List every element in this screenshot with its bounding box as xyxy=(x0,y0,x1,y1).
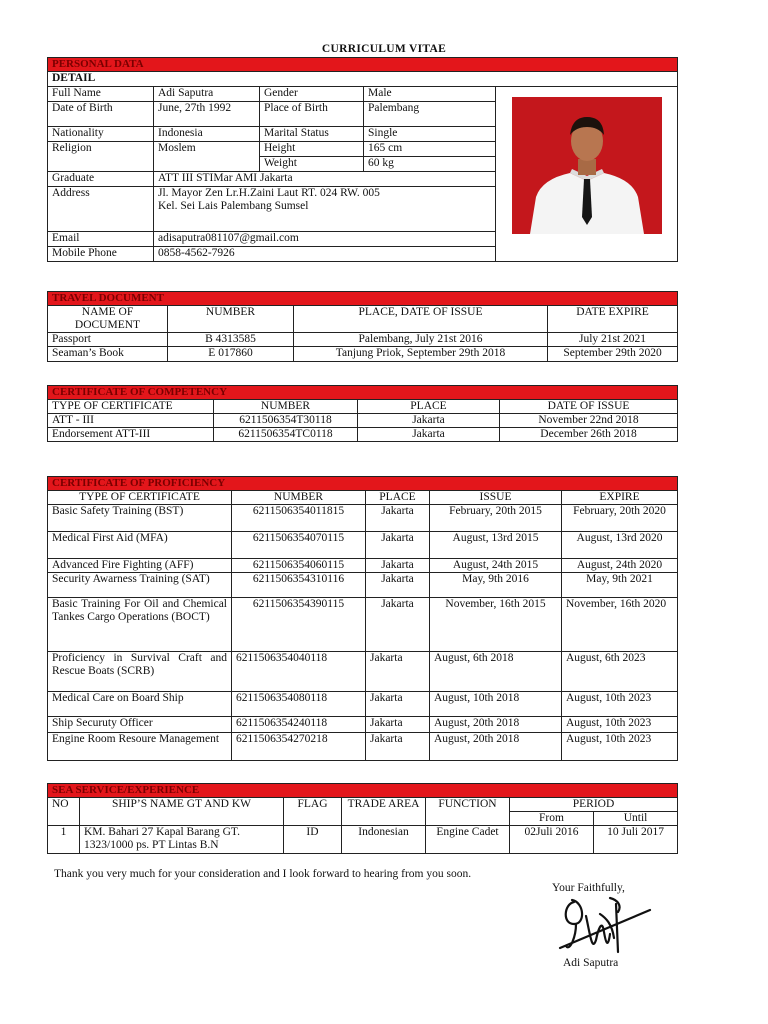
address-line-2: Kel. Sei Lais Palembang Sumsel xyxy=(158,199,309,212)
email-value[interactable]: adisaputra081107@gmail.com xyxy=(154,231,496,246)
cop-cell: Jakarta xyxy=(366,692,430,717)
sea-service-table xyxy=(47,783,678,854)
gender-label: Gender xyxy=(260,86,364,101)
coc-cell: November 22nd 2018 xyxy=(500,413,678,427)
nationality-label: Nationality xyxy=(48,126,154,141)
nationality-value: Indonesia xyxy=(154,126,260,141)
cop-cell: August, 20th 2018 xyxy=(430,717,562,733)
cop-cell: Jakarta xyxy=(366,598,430,652)
height-value: 165 cm xyxy=(364,141,496,156)
height-label: Height xyxy=(260,141,364,156)
cop-cell: 6211506354011815 xyxy=(232,504,366,531)
marital-value: Single xyxy=(364,126,496,141)
cop-cell: Jakarta xyxy=(366,558,430,572)
email-label: Email xyxy=(48,231,154,246)
cop-cell: 6211506354240118 xyxy=(232,717,366,733)
sea-cell: Indonesian xyxy=(342,826,426,854)
cop-cell: May, 9th 2016 xyxy=(430,573,562,598)
graduate-label: Graduate xyxy=(48,171,154,186)
pob-value: Palembang xyxy=(364,101,496,126)
table-row xyxy=(48,333,678,347)
profile-photo xyxy=(512,97,662,234)
travel-cell: B 4313585 xyxy=(168,333,294,347)
cop-cell: August, 10th 2023 xyxy=(562,717,678,733)
travel-col-expire: DATE EXPIRE xyxy=(548,305,678,332)
cop-cell: August, 6th 2023 xyxy=(562,652,678,692)
coc-col-place: PLACE xyxy=(358,399,500,413)
cop-cell: August, 6th 2018 xyxy=(430,652,562,692)
religion-label: Religion xyxy=(48,141,154,171)
personal-data-header: PERSONAL DATA xyxy=(48,58,678,72)
cop-cell: Engine Room Resoure Management xyxy=(48,733,232,761)
page-title: CURRICULUM VITAE xyxy=(321,43,447,55)
travel-cell: July 21st 2021 xyxy=(548,333,678,347)
cop-cell: Jakarta xyxy=(366,717,430,733)
graduate-value: ATT III STIMar AMI Jakarta xyxy=(154,171,496,186)
travel-document-table xyxy=(47,291,678,362)
coc-cell: Endorsement ATT-III xyxy=(48,428,214,442)
coc-col-type: TYPE OF CERTIFICATE xyxy=(48,399,214,413)
table-row xyxy=(48,347,678,361)
cop-cell: August, 13rd 2020 xyxy=(562,531,678,558)
cop-cell: November, 16th 2015 xyxy=(430,598,562,652)
photo-cell xyxy=(496,86,678,261)
coc-cell: December 26th 2018 xyxy=(500,428,678,442)
travel-cell: E 017860 xyxy=(168,347,294,361)
sea-col-until: Until xyxy=(594,811,678,825)
signature-icon xyxy=(556,894,656,958)
sea-cell: 10 Juli 2017 xyxy=(594,826,678,854)
cop-cell: 6211506354310116 xyxy=(232,573,366,598)
sea-cell: Engine Cadet xyxy=(426,826,510,854)
travel-document-header: TRAVEL DOCUMENT xyxy=(48,292,678,306)
cop-cell: Jakarta xyxy=(366,652,430,692)
coc-col-date: DATE OF ISSUE xyxy=(500,399,678,413)
sea-cell: 1 xyxy=(48,826,80,854)
table-row xyxy=(48,733,678,761)
pob-label: Place of Birth xyxy=(260,101,364,126)
cop-cell: Advanced Fire Fighting (AFF) xyxy=(48,558,232,572)
cop-cell: August, 10th 2023 xyxy=(562,692,678,717)
marital-label: Marital Status xyxy=(260,126,364,141)
sea-col-ship: SHIP’S NAME GT AND KW xyxy=(80,797,284,825)
travel-cell: Seaman’s Book xyxy=(48,347,168,361)
cop-cell: Medical Care on Board Ship xyxy=(48,692,232,717)
cop-cell: 6211506354070115 xyxy=(232,531,366,558)
travel-cell: Palembang, July 21st 2016 xyxy=(294,333,548,347)
travel-cell: Passport xyxy=(48,333,168,347)
cop-cell: Ship Securuty Officer xyxy=(48,717,232,733)
cop-cell: Proficiency in Survival Craft and Rescue Boats (SCRB) xyxy=(48,652,232,692)
detail-label: DETAIL xyxy=(48,71,678,86)
table-row xyxy=(48,692,678,717)
cop-cell: August, 10th 2023 xyxy=(562,733,678,761)
sign-off: Your Faithfully, xyxy=(552,882,625,894)
cop-cell: August, 20th 2018 xyxy=(430,733,562,761)
cop-cell: Jakarta xyxy=(366,573,430,598)
cop-cell: November, 16th 2020 xyxy=(562,598,678,652)
sea-cell: KM. Bahari 27 Kapal Barang GT. 1323/1000 ps. PT Lintas B.N xyxy=(80,826,284,854)
table-row xyxy=(48,531,678,558)
travel-col-place-date: PLACE, DATE OF ISSUE xyxy=(294,305,548,332)
cop-cell: 6211506354270218 xyxy=(232,733,366,761)
cop-col-expire: EXPIRE xyxy=(562,490,678,504)
cop-cell: 6211506354040118 xyxy=(232,652,366,692)
religion-value: Moslem xyxy=(154,141,260,171)
sea-col-period: PERIOD xyxy=(510,797,678,811)
travel-cell: Tanjung Priok, September 29th 2018 xyxy=(294,347,548,361)
weight-label: Weight xyxy=(260,156,364,171)
table-row xyxy=(48,717,678,733)
cop-cell: Jakarta xyxy=(366,733,430,761)
sea-col-no: NO xyxy=(48,797,80,825)
dob-value: June, 27th 1992 xyxy=(154,101,260,126)
coc-header: CERTIFICATE OF COMPETENCY xyxy=(48,386,678,400)
sea-cell: 02Juli 2016 xyxy=(510,826,594,854)
cop-header: CERTIFICATE OF PROFICIENCY xyxy=(48,477,678,491)
cop-col-number: NUMBER xyxy=(232,490,366,504)
travel-col-name: NAME OF DOCUMENT xyxy=(48,305,168,332)
table-row xyxy=(48,598,678,652)
cop-cell: February, 20th 2015 xyxy=(430,504,562,531)
address-line-1: Jl. Mayor Zen Lr.H.Zaini Laut RT. 024 RW. 005 xyxy=(158,186,380,199)
coc-cell: ATT - III xyxy=(48,413,214,427)
personal-data-table xyxy=(47,57,678,262)
cop-cell: August, 10th 2018 xyxy=(430,692,562,717)
full-name-value: Adi Saputra xyxy=(154,86,260,101)
cop-cell: Jakarta xyxy=(366,504,430,531)
cop-cell: August, 24th 2020 xyxy=(562,558,678,572)
cop-cell: August, 13rd 2015 xyxy=(430,531,562,558)
sea-col-flag: FLAG xyxy=(284,797,342,825)
cop-cell: August, 24th 2015 xyxy=(430,558,562,572)
table-row xyxy=(48,428,678,442)
mobile-value[interactable]: 0858-4562-7926 xyxy=(154,246,678,261)
cop-col-place: PLACE xyxy=(366,490,430,504)
sea-service-header: SEA SERVICE/EXPERIENCE xyxy=(48,784,678,798)
signature-name: Adi Saputra xyxy=(563,957,619,969)
full-name-label: Full Name xyxy=(48,86,154,101)
cop-cell: Jakarta xyxy=(366,531,430,558)
cop-cell: May, 9th 2021 xyxy=(562,573,678,598)
cop-cell: 6211506354390115 xyxy=(232,598,366,652)
person-photo-icon xyxy=(512,97,662,234)
sea-col-function: FUNCTION xyxy=(426,797,510,825)
cop-cell: Basic Safety Training (BST) xyxy=(48,504,232,531)
cop-cell: 6211506354060115 xyxy=(232,558,366,572)
cop-col-type: TYPE OF CERTIFICATE xyxy=(48,490,232,504)
cop-cell: Medical First Aid (MFA) xyxy=(48,531,232,558)
coc-cell: Jakarta xyxy=(358,413,500,427)
coc-cell: 6211506354T30118 xyxy=(214,413,358,427)
cop-cell: Basic Training For Oil and Chemical Tankes Cargo Operations (BOCT) xyxy=(48,598,232,652)
mobile-label: Mobile Phone xyxy=(48,246,154,261)
table-row xyxy=(48,826,678,854)
sea-col-trade: TRADE AREA xyxy=(342,797,426,825)
gender-value: Male xyxy=(364,86,496,101)
weight-value: 60 kg xyxy=(364,156,496,171)
travel-col-number: NUMBER xyxy=(168,305,294,332)
coc-cell: 6211506354TC0118 xyxy=(214,428,358,442)
travel-cell: September 29th 2020 xyxy=(548,347,678,361)
cop-cell: Security Awarness Training (SAT) xyxy=(48,573,232,598)
table-row xyxy=(48,573,678,598)
address-value xyxy=(154,186,496,231)
coc-table xyxy=(47,385,678,442)
closing-text: Thank you very much for your consideration and I look forward to hearing from you soon. xyxy=(54,868,472,880)
table-row xyxy=(48,413,678,427)
table-row xyxy=(48,652,678,692)
cop-col-issue: ISSUE xyxy=(430,490,562,504)
table-row xyxy=(48,504,678,531)
cop-cell: February, 20th 2020 xyxy=(562,504,678,531)
cop-table xyxy=(47,476,678,761)
table-row xyxy=(48,558,678,572)
coc-cell: Jakarta xyxy=(358,428,500,442)
sea-col-from: From xyxy=(510,811,594,825)
coc-col-number: NUMBER xyxy=(214,399,358,413)
dob-label: Date of Birth xyxy=(48,101,154,126)
cop-cell: 6211506354080118 xyxy=(232,692,366,717)
address-label: Address xyxy=(48,186,154,231)
sea-cell: ID xyxy=(284,826,342,854)
